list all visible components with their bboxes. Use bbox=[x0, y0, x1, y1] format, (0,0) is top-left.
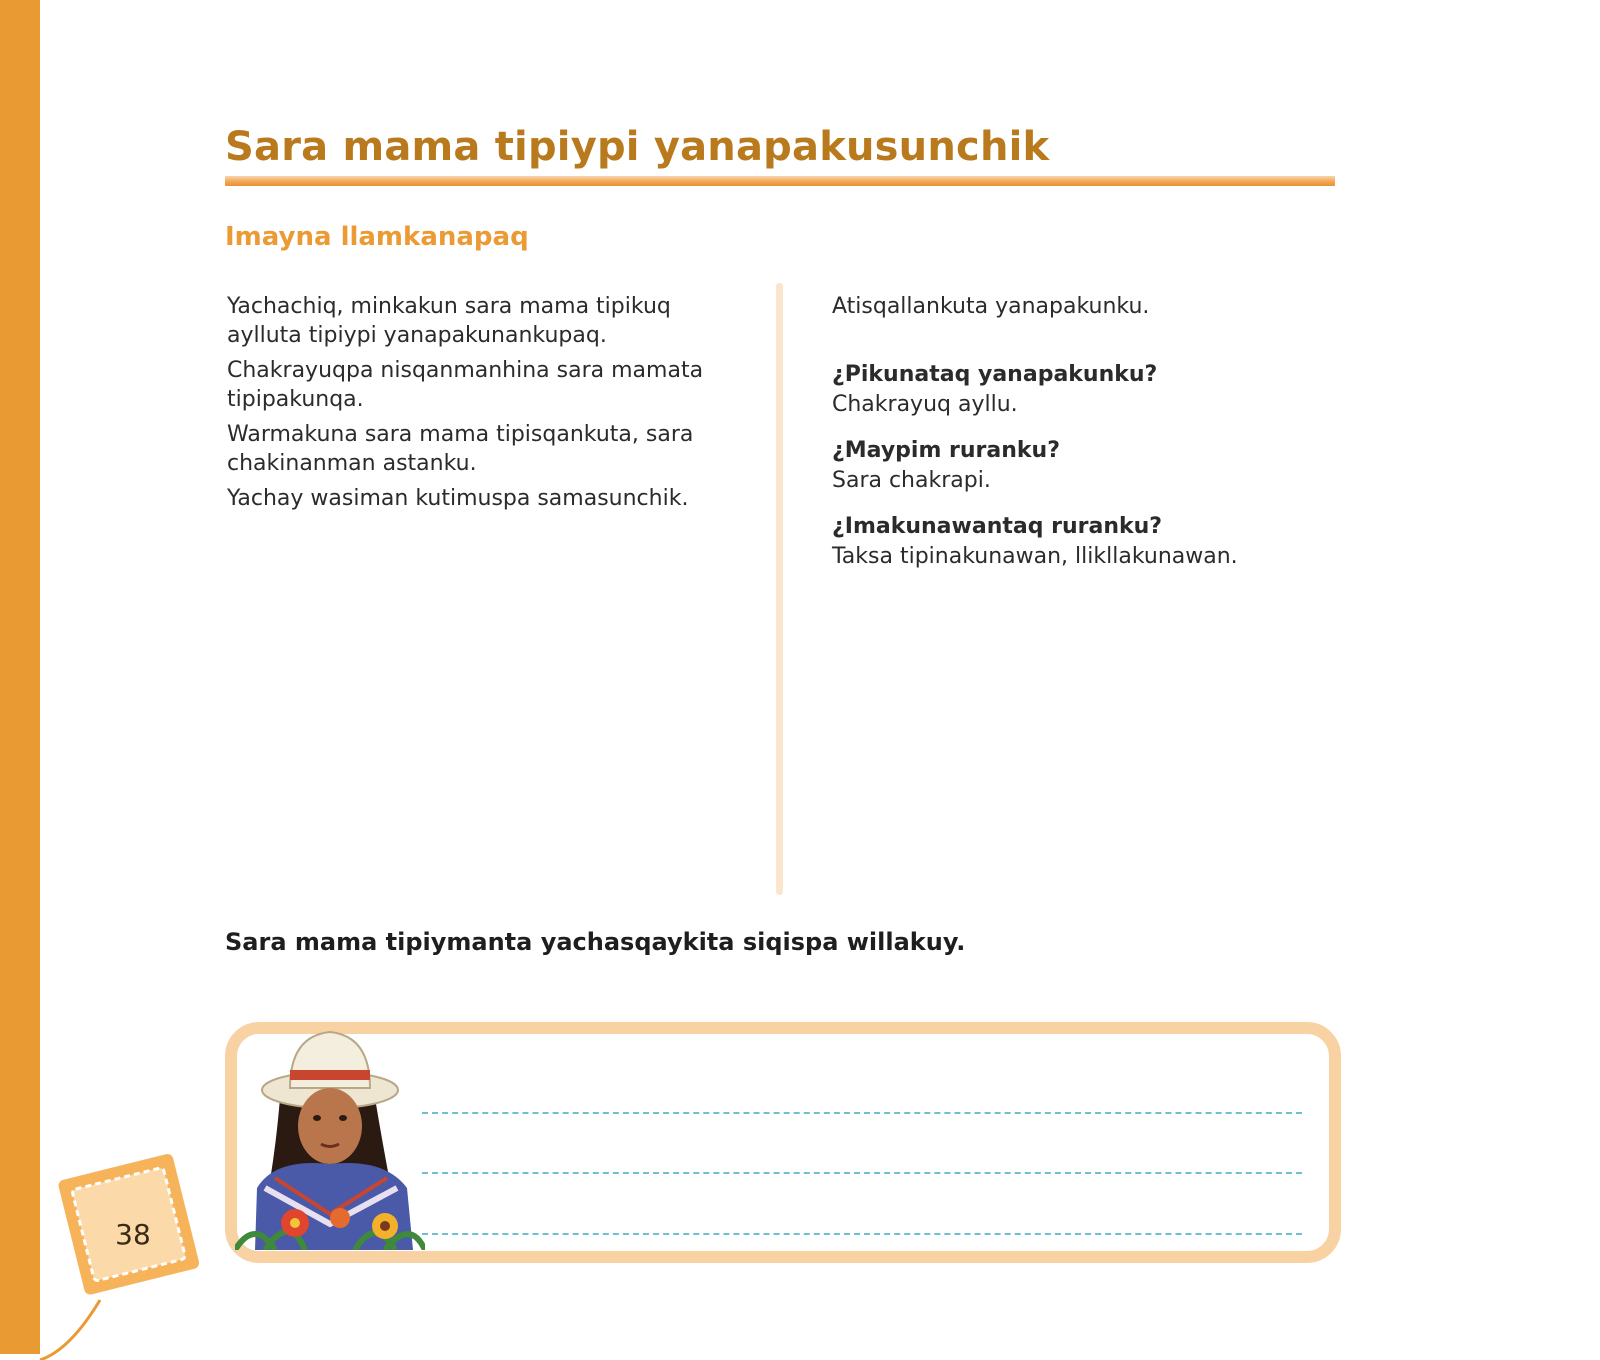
instruction-paragraph: Yachay wasiman kutimuspa samasunchik. bbox=[227, 486, 689, 511]
answer: Taksa tipinakunawan, llikllakunawan. bbox=[832, 544, 1238, 569]
question: ¿Maypim ruranku? bbox=[832, 438, 1060, 463]
instruction-paragraph: Chakrayuqpa nisqanmanhina sara mamata tipipakunqa. bbox=[227, 358, 704, 412]
answer: Sara chakrapi. bbox=[832, 468, 991, 493]
instructions-column bbox=[227, 292, 727, 519]
writing-line[interactable] bbox=[422, 1233, 1302, 1235]
page-number-tag bbox=[30, 1150, 220, 1360]
section-subtitle: Imayna llamkanapaq bbox=[225, 222, 529, 252]
instruction-paragraph: Warmakuna sara mama tipisqankuta, sara chakinanman astanku. bbox=[227, 422, 694, 476]
girl-illustration bbox=[235, 1018, 425, 1250]
page-number: 38 bbox=[115, 1218, 151, 1251]
exercise-instruction: Sara mama tipiymanta yachasqaykita siqispa willakuy. bbox=[225, 928, 966, 956]
writing-line[interactable] bbox=[422, 1112, 1302, 1114]
instruction-paragraph: Yachachiq, minkakun sara mama tipikuq aylluta tipiypi yanapakunankupaq. bbox=[227, 294, 671, 348]
answer: Chakrayuq ayllu. bbox=[832, 392, 1018, 417]
question: ¿Pikunataq yanapakunku? bbox=[832, 362, 1158, 387]
writing-line[interactable] bbox=[422, 1172, 1302, 1174]
questions-column bbox=[832, 292, 1352, 588]
column-divider bbox=[776, 283, 783, 895]
page-title: Sara mama tipiypi yanapakusunchik bbox=[225, 124, 1050, 170]
intro-text: Atisqallankuta yanapakunku. bbox=[832, 294, 1150, 319]
question: ¿Imakunawantaq ruranku? bbox=[832, 514, 1163, 539]
title-underline bbox=[225, 176, 1335, 186]
